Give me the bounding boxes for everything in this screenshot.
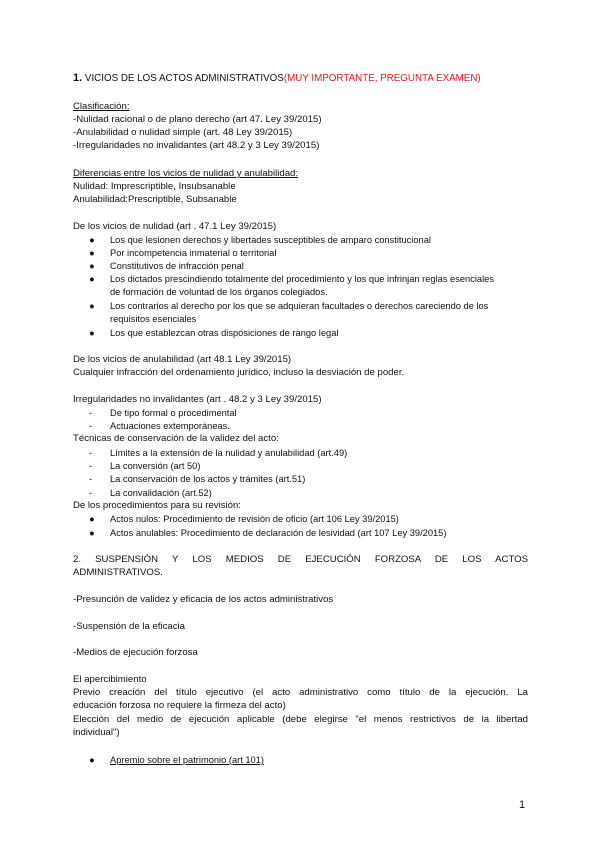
section-1-title: VICIOS DE LOS ACTOS ADMINISTRATIVOS bbox=[84, 73, 284, 84]
paragraph-line: educación forzosa no requiere la firmeza del acto) bbox=[73, 700, 286, 711]
anulabilidad-text: Cualquier infracción del ordenamiento jurídico, incluso la desviación de poder. bbox=[73, 367, 405, 378]
diferencias-item: Nulidad: Imprescriptible, Insubsanable bbox=[73, 181, 236, 192]
irregularidades-heading: Irregularidades no invalidantes (art . 48.2 y 3 Ley 39/2015) bbox=[73, 394, 322, 405]
section-1-heading bbox=[73, 72, 481, 85]
clasificacion-item: -Anulabilidad o nulidad simple (art. 48 Ley 39/2015) bbox=[73, 127, 293, 138]
tecnicas-heading: Técnicas de conservación de la validez del acto: bbox=[73, 433, 279, 444]
paragraph-line: Previo creación del título ejecutivo (el acto administrativo como título de la ejecución. La bbox=[73, 687, 528, 698]
anulabilidad-heading: De los vicios de anulabilidad (art 48.1 Ley 39/2015) bbox=[73, 354, 292, 365]
revision-heading: De los procedimientos para su revisión: bbox=[73, 500, 241, 511]
apercibimiento-heading: El apercibimiento bbox=[73, 674, 147, 685]
diferencias-heading: Diferencias entre los vicios de nulidad y anulabilidad: bbox=[73, 168, 299, 179]
paragraph-line: individual") bbox=[73, 727, 120, 738]
clasificacion-item: -Nulidad racional o de plano derecho (art 47. Ley 39/2015) bbox=[73, 114, 322, 125]
nulidad-heading: De los vicios de nulidad (art . 47.1 Ley 39/2015) bbox=[73, 221, 277, 232]
diferencias-item: Anulabilidad:Prescriptible, Subsanable bbox=[73, 194, 237, 205]
topic-item: -Suspensión de la eficacia bbox=[73, 621, 185, 632]
topic-item: -Presunción de validez y eficacia de los actos administrativos bbox=[73, 594, 334, 605]
clasificacion-heading: Clasificación: bbox=[73, 101, 130, 112]
section-1-highlight: (MUY IMPORTANTE, PREGUNTA EXAMEN) bbox=[283, 73, 481, 84]
section-2-title-line: 2. SUSPENSIÓN Y LOS MEDIOS DE EJECUCIÓN FORZOSA DE LOS ACTOS bbox=[73, 554, 528, 565]
section-2-title-line: ADMINISTRATIVOS. bbox=[73, 567, 163, 578]
section-1-number: 1. bbox=[73, 72, 83, 84]
clasificacion-item: -Irregularidades no invalidantes (art 48.2 y 3 Ley 39/2015) bbox=[73, 140, 320, 151]
page-number: 1 bbox=[519, 799, 526, 811]
paragraph-line: Elección del medio de ejecución aplicable (debe elegirse "el menos restrictivos de la libertad bbox=[73, 714, 528, 725]
topic-item: -Medios de ejecución forzosa bbox=[73, 647, 198, 658]
